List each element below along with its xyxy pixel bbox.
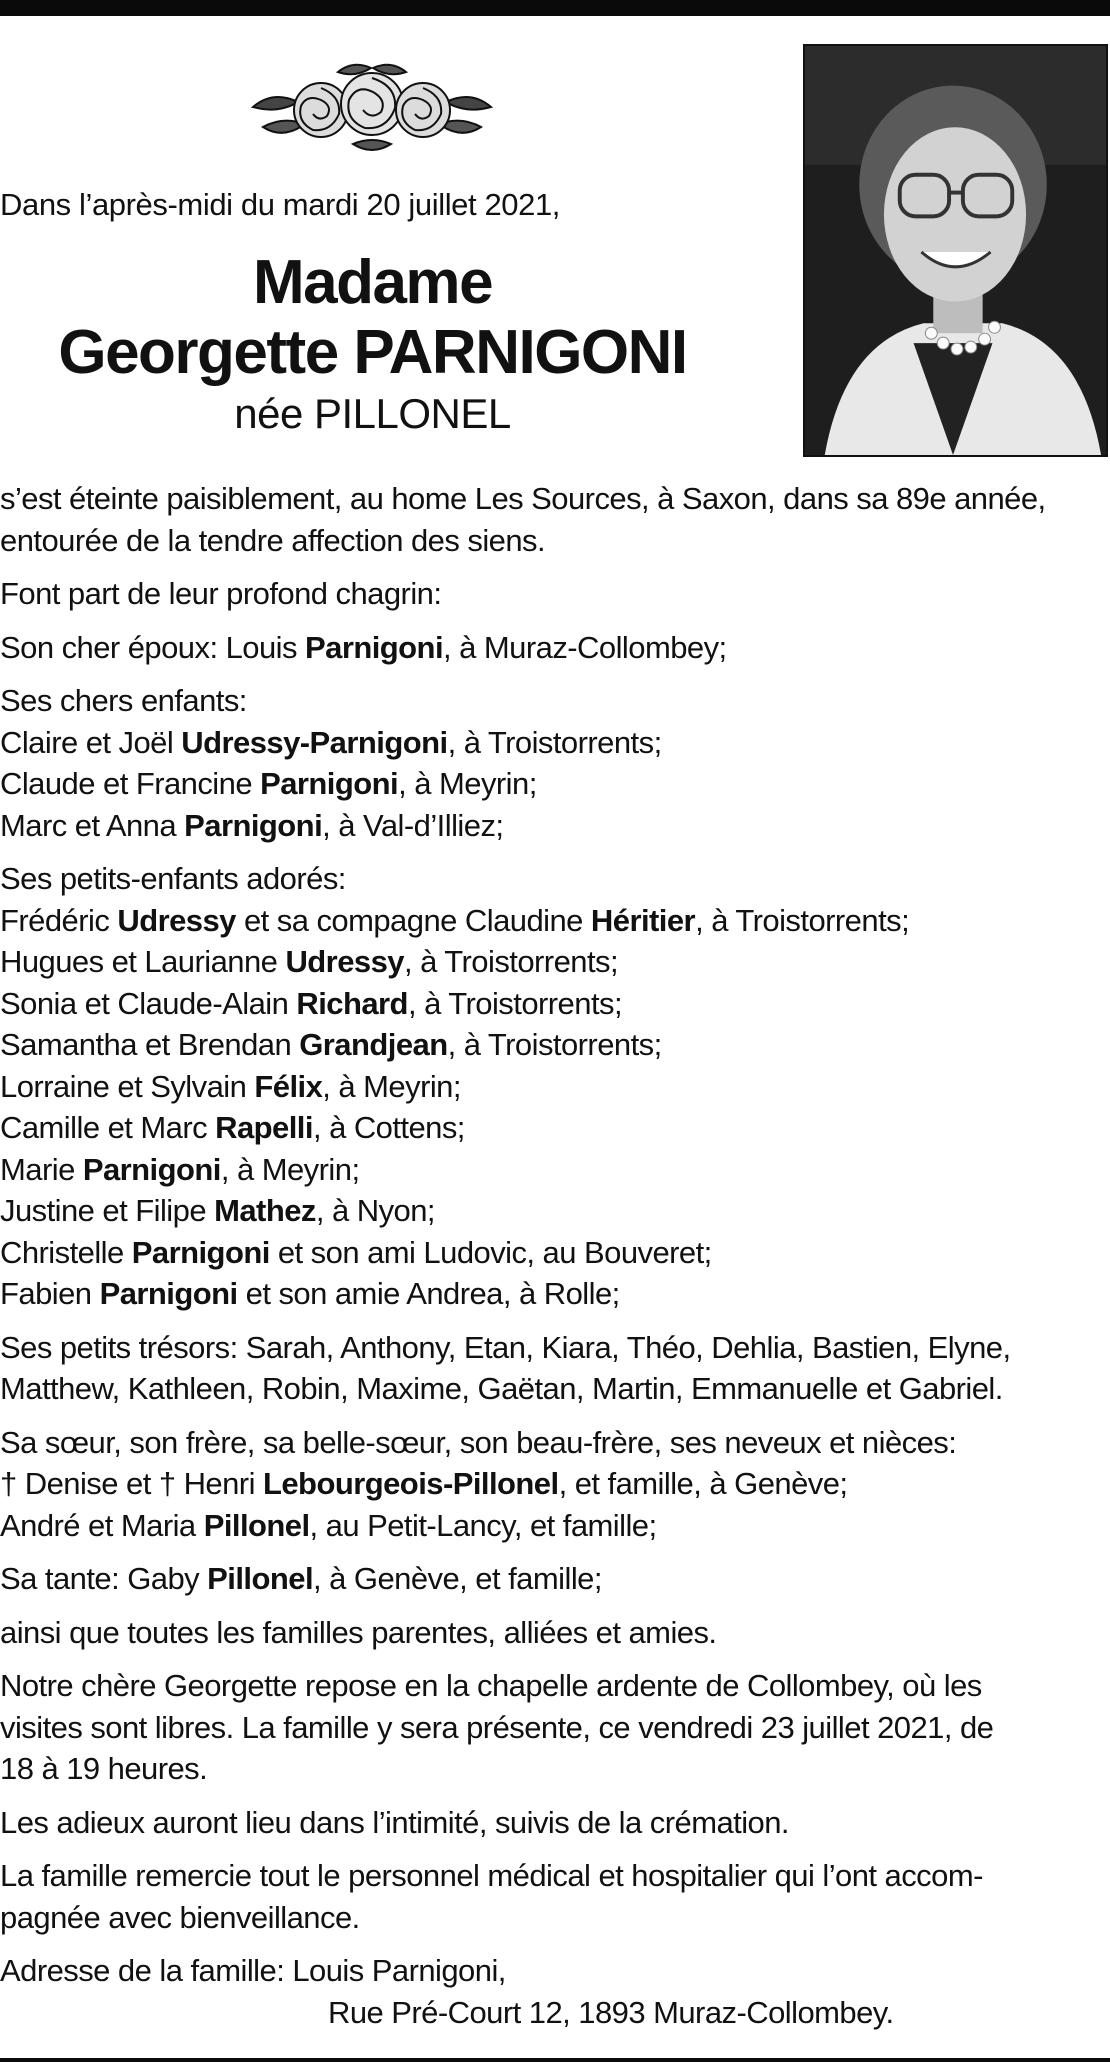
death-announcement: s’est éteinte paisiblement, au home Les Sources, à Saxon, dans sa 89e année, entourée de la tendre affection des siens. — [0, 481, 1046, 558]
list-item: Claire et Joël Udressy-Parnigoni, à Troistorrents; — [0, 724, 662, 760]
address-label: Adresse de la famille: Louis Parnigoni, — [0, 1953, 506, 1988]
visitation-section: Notre chère Georgette repose en la chapelle ardente de Collombey, où les visites sont libres. La famille y sera présente, ce vendredi 23 juillet 2021, de 18 à 19 heures. — [0, 1668, 994, 1786]
list-item: André et Maria Pillonel, au Petit-Lancy, et famille; — [0, 1507, 657, 1543]
list-item: Justine et Filipe Mathez, à Nyon; — [0, 1193, 435, 1228]
address-street: Rue Pré-Court 12, 1893 Muraz-Collombey. — [328, 1994, 894, 2030]
families-line: ainsi que toutes les familles parentes, alliées et amies. — [0, 1614, 717, 1650]
name-block — [0, 248, 745, 438]
portrait-photo — [803, 44, 1108, 457]
list-item: † Denise et † Henri Lebourgeois-Pillonel, et famille, à Genève; — [0, 1466, 848, 1501]
siblings-section — [0, 1422, 1110, 1547]
treasures-section: Ses petits trésors: Sarah, Anthony, Etan, Kiara, Théo, Dehlia, Bastien, Elyne, Matthew, Kathleen, Robin, Maxime, Gaëtan, Martin, Emmanuelle et Gabriel. — [0, 1329, 1011, 1406]
list-item: Samantha et Brendan Grandjean, à Troistorrents; — [0, 1027, 662, 1062]
top-rule — [0, 0, 1110, 16]
spouse-line: Son cher époux: Louis Parnigoni, à Muraz-Collombey; — [0, 629, 727, 665]
font-part-line: Font part de leur profond chagrin: — [0, 576, 442, 611]
bottom-rule — [0, 2058, 1110, 2062]
maiden-name: née PILLONEL — [234, 390, 511, 437]
children-section — [0, 680, 1110, 846]
roses-ornament-icon — [243, 52, 501, 158]
list-item: Fabien Parnigoni et son amie Andrea, à Rolle; — [0, 1276, 620, 1311]
address-section — [0, 1950, 1110, 2033]
children-heading: Ses chers enfants: — [0, 683, 247, 718]
list-item: Christelle Parnigoni et son ami Ludovic, au Bouveret; — [0, 1234, 712, 1270]
farewell-line: Les adieux auront lieu dans l’intimité, suivis de la crémation. — [0, 1804, 790, 1840]
list-item: Claude et Francine Parnigoni, à Meyrin; — [0, 766, 537, 801]
grandchildren-heading: Ses petits-enfants adorés: — [0, 861, 346, 896]
list-item: Camille et Marc Rapelli, à Cottens; — [0, 1110, 465, 1145]
intro-line: Dans l’après-midi du mardi 20 juillet 2021, — [0, 187, 561, 222]
list-item: Lorraine et Sylvain Félix, à Meyrin; — [0, 1068, 461, 1104]
siblings-heading: Sa sœur, son frère, sa belle-sœur, son beau-frère, ses neveux et nièces: — [0, 1424, 957, 1460]
deceased-name: Georgette PARNIGONI — [58, 318, 687, 387]
grandchildren-section — [0, 858, 1110, 1315]
thanks-section: La famille remercie tout le personnel médical et hospitalier qui l’ont accom- pagnée avec bienveillance. — [0, 1858, 983, 1935]
aunt-line: Sa tante: Gaby Pillonel, à Genève, et famille; — [0, 1561, 602, 1596]
list-item: Hugues et Laurianne Udressy, à Troistorrents; — [0, 944, 619, 979]
list-item: Marc et Anna Parnigoni, à Val-d’Illiez; — [0, 807, 504, 843]
obituary-body — [0, 478, 1110, 2045]
list-item: Frédéric Udressy et sa compagne Claudine Héritier, à Troistorrents; — [0, 902, 910, 938]
list-item: Sonia et Claude-Alain Richard, à Troistorrents; — [0, 985, 623, 1021]
list-item: Marie Parnigoni, à Meyrin; — [0, 1151, 360, 1187]
title-madame: Madame — [252, 248, 493, 317]
